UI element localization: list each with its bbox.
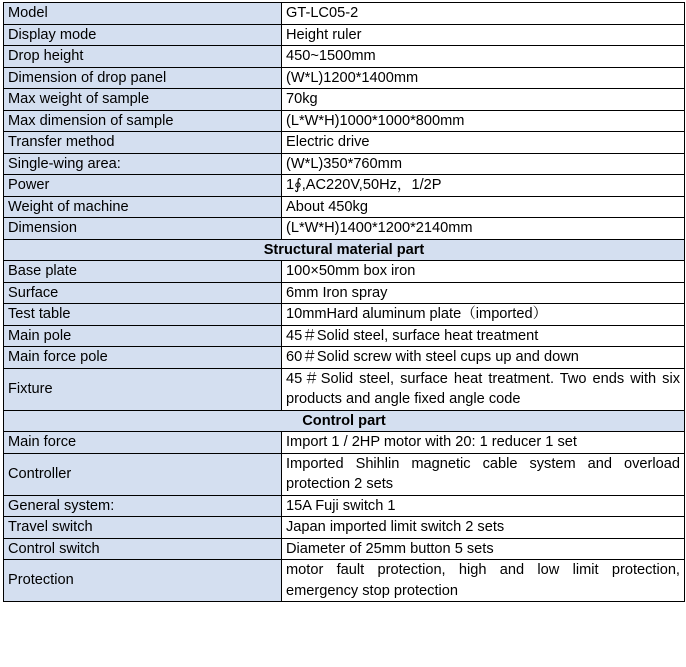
spec-label: Control switch xyxy=(4,538,282,560)
spec-row-dimension xyxy=(4,218,685,240)
control-row-general-system xyxy=(4,495,685,517)
spec-value: 60＃Solid screw with steel cups up and down xyxy=(282,347,685,369)
spec-row-weight-of-machine xyxy=(4,196,685,218)
spec-label: Controller xyxy=(4,453,282,495)
spec-label: Transfer method xyxy=(4,132,282,154)
spec-value: Import 1 / 2HP motor with 20: 1 reducer 1 set xyxy=(282,432,685,454)
spec-value: Japan imported limit switch 2 sets xyxy=(282,517,685,539)
control-row-travel-switch xyxy=(4,517,685,539)
structural-row-main-force-pole xyxy=(4,347,685,369)
spec-value: Electric drive xyxy=(282,132,685,154)
spec-label: Max dimension of sample xyxy=(4,110,282,132)
spec-label: Main force pole xyxy=(4,347,282,369)
structural-row-fixture xyxy=(4,368,685,410)
spec-table xyxy=(3,2,685,602)
section-title: Control part xyxy=(4,410,685,432)
structural-row-main-pole xyxy=(4,325,685,347)
structural-row-base-plate xyxy=(4,261,685,283)
spec-value: 6mm Iron spray xyxy=(282,282,685,304)
control-row-control-switch xyxy=(4,538,685,560)
spec-value: 70kg xyxy=(282,89,685,111)
spec-label: General system: xyxy=(4,495,282,517)
section-header-control xyxy=(4,410,685,432)
spec-table-container xyxy=(3,2,684,602)
spec-label: Drop height xyxy=(4,46,282,68)
spec-label: Fixture xyxy=(4,368,282,410)
spec-value: 15A Fuji switch 1 xyxy=(282,495,685,517)
spec-value: (L*W*H)1400*1200*2140mm xyxy=(282,218,685,240)
spec-row-model xyxy=(4,3,685,25)
spec-value: 450~1500mm xyxy=(282,46,685,68)
spec-label: Base plate xyxy=(4,261,282,283)
spec-label: Single-wing area: xyxy=(4,153,282,175)
spec-label: Display mode xyxy=(4,24,282,46)
spec-label: Weight of machine xyxy=(4,196,282,218)
spec-value: About 450kg xyxy=(282,196,685,218)
spec-value: Height ruler xyxy=(282,24,685,46)
spec-value: 10mmHard aluminum plate（imported） xyxy=(282,304,685,326)
spec-label: Main force xyxy=(4,432,282,454)
spec-label: Model xyxy=(4,3,282,25)
spec-label: Dimension xyxy=(4,218,282,240)
spec-label: Surface xyxy=(4,282,282,304)
spec-row-display-mode xyxy=(4,24,685,46)
spec-value: (W*L)350*760mm xyxy=(282,153,685,175)
spec-value: 45＃Solid steel, surface heat treatment. Two ends with six products and angle fixed angle code xyxy=(282,368,685,410)
section-header-structural xyxy=(4,239,685,261)
spec-row-single-wing-area xyxy=(4,153,685,175)
structural-row-test-table xyxy=(4,304,685,326)
spec-label: Travel switch xyxy=(4,517,282,539)
control-row-protection xyxy=(4,560,685,602)
control-row-main-force xyxy=(4,432,685,454)
spec-label: Power xyxy=(4,175,282,197)
spec-value: GT-LC05-2 xyxy=(282,3,685,25)
spec-value: Diameter of 25mm button 5 sets xyxy=(282,538,685,560)
spec-value: motor fault protection, high and low limit protection, emergency stop protection xyxy=(282,560,685,602)
control-row-controller xyxy=(4,453,685,495)
spec-label: Main pole xyxy=(4,325,282,347)
spec-value: (W*L)1200*1400mm xyxy=(282,67,685,89)
structural-row-surface xyxy=(4,282,685,304)
spec-value: 1∮,AC220V,50Hz，1/2P xyxy=(282,175,685,197)
spec-label: Max weight of sample xyxy=(4,89,282,111)
spec-row-power xyxy=(4,175,685,197)
spec-row-drop-panel xyxy=(4,67,685,89)
spec-row-drop-height xyxy=(4,46,685,68)
spec-label: Protection xyxy=(4,560,282,602)
spec-label: Dimension of drop panel xyxy=(4,67,282,89)
spec-row-transfer-method xyxy=(4,132,685,154)
section-title: Structural material part xyxy=(4,239,685,261)
spec-row-max-dimension xyxy=(4,110,685,132)
spec-row-max-weight xyxy=(4,89,685,111)
spec-label: Test table xyxy=(4,304,282,326)
spec-value: 100×50mm box iron xyxy=(282,261,685,283)
spec-value: (L*W*H)1000*1000*800mm xyxy=(282,110,685,132)
spec-value: 45＃Solid steel, surface heat treatment xyxy=(282,325,685,347)
spec-value: Imported Shihlin magnetic cable system and overload protection 2 sets xyxy=(282,453,685,495)
